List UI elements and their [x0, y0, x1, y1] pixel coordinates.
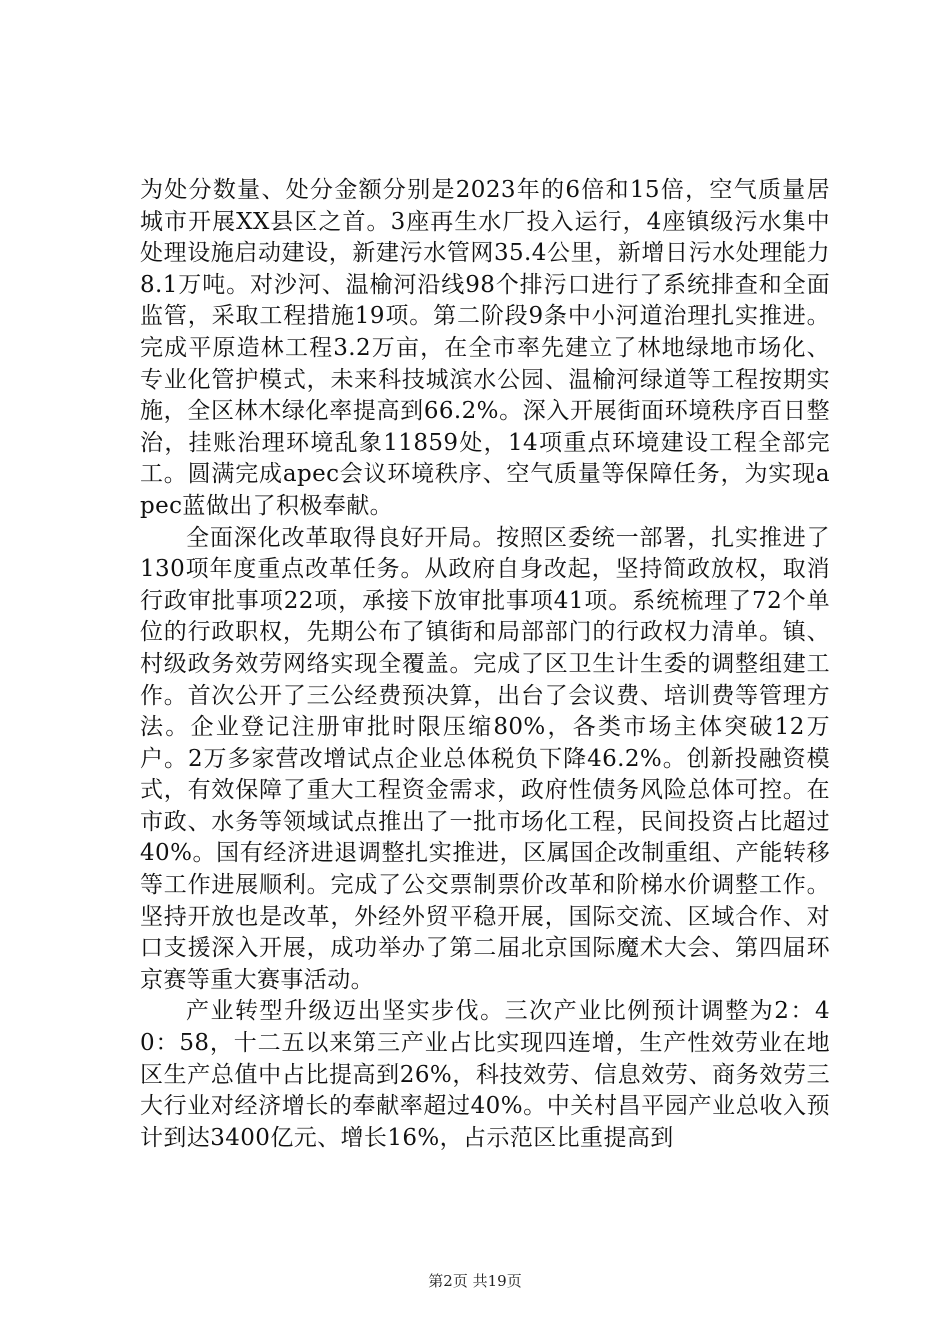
paragraph-environment: 为处分数量、处分金额分别是2023年的6倍和15倍，空气质量居城市开展XX县区之首。3座再生水厂投入运行，4座镇级污水集中处理设施启动建设，新建污水管网35.4公里，新增日污水处理能力8.1万吨。对沙河、温榆河沿线98个排污口进行了系统排查和全面监管，采取工程措施19项。第二阶段9条中小河道治理扎实推进。完成平原造林工程3.2万亩，在全市率先建立了林地绿地市场化、专业化管护模式，未来科技城滨水公园、温榆河绿道等工程按期实施，全区林木绿化率提高到66.2%。深入开展街面环境秩序百日整治，挂账治理环境乱象11859处，14项重点环境建设工程全部完工。圆满完成apec会议环境秩序、空气质量等保障任务，为实现apec蓝做出了积极奉献。: [140, 177, 830, 519]
page-number-footer: 第2页 共19页: [428, 1272, 522, 1290]
paragraph-industry: 产业转型升级迈出坚实步伐。三次产业比例预计调整为2：40：58，十二五以来第三产业占比实现四连增，生产性效劳业在地区生产总值中占比提高到26%，科技效劳、信息效劳、商务效劳三大行业对经济增长的奉献率超过40%。中关村昌平园产业总收入预计到达3400亿元、增长16%，占示范区比重提高到: [140, 998, 830, 1151]
document-body: [140, 175, 830, 1154]
paragraph-reform: 全面深化改革取得良好开局。按照区委统一部署，扎实推进了130项年度重点改革任务。从政府自身改起，坚持简政放权，取消行政审批事项22项，承接下放审批事项41项。系统梳理了72个单位的行政职权，先期公布了镇街和局部部门的行政权力清单。镇、村级政务效劳网络实现全覆盖。完成了区卫生计生委的调整组建工作。首次公开了三公经费预决算，出台了会议费、培训费等管理方法。企业登记注册审批时限压缩80%，各类市场主体突破12万户。2万多家营改增试点企业总体税负下降46.2%。创新投融资模式，有效保障了重大工程资金需求，政府性债务风险总体可控。在市政、水务等领域试点推出了一批市场化工程，民间投资占比超过40%。国有经济进退调整扎实推进，区属国企改制重组、产能转移等工作进展顺利。完成了公交票制票价改革和阶梯水价调整工作。坚持开放也是改革，外经外贸平稳开展，国际交流、区域合作、对口支援深入开展，成功举办了第二届北京国际魔术大会、第四届环京赛等重大赛事活动。: [140, 524, 830, 993]
